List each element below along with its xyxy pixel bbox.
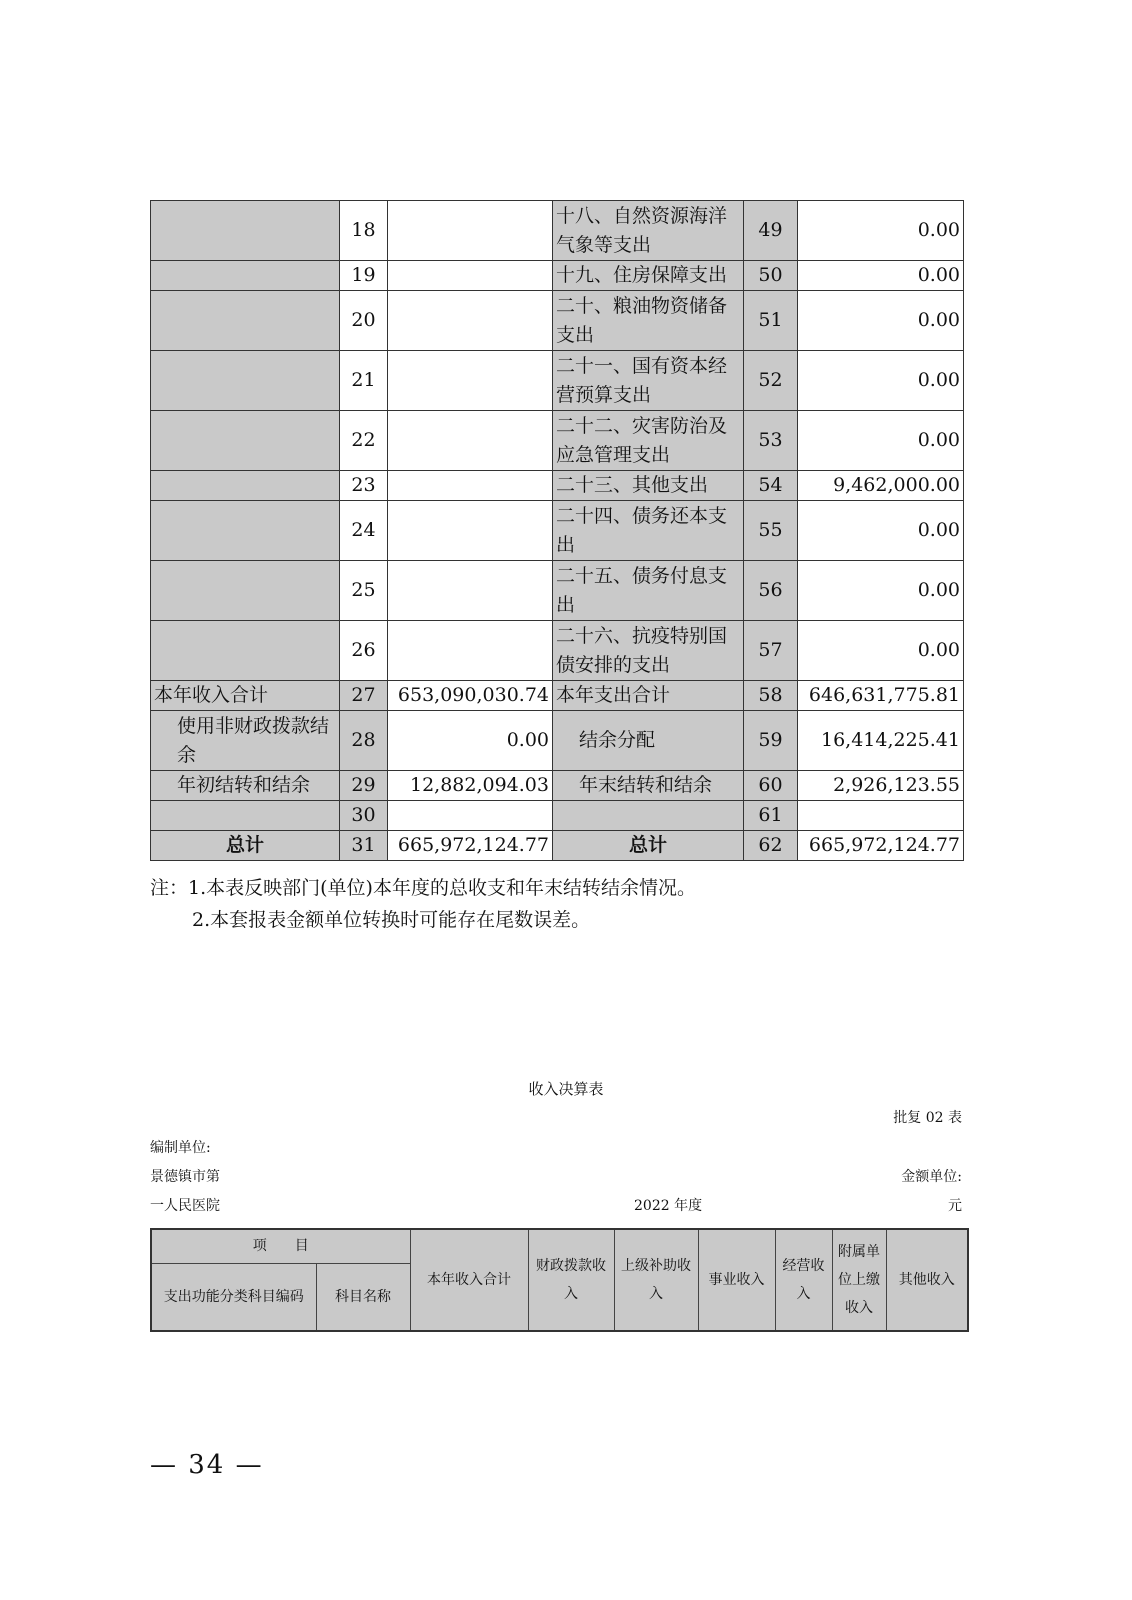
left-row-number: 24 — [340, 501, 388, 561]
currency-label: 金额单位: — [901, 1169, 962, 1185]
table-row — [151, 621, 964, 681]
left-item — [151, 501, 340, 561]
col-total: 本年收入合计 — [410, 1229, 528, 1331]
surplus-alloc-amount: 16,414,225.41 — [798, 711, 964, 771]
blank-left-amount — [388, 801, 553, 831]
left-row-number: 20 — [340, 291, 388, 351]
income-total-amount: 653,090,030.74 — [388, 681, 553, 711]
right-amount: 0.00 — [798, 291, 964, 351]
right-item: 二十六、抗疫特别国债安排的支出 — [553, 621, 744, 681]
grand-total-amount-left: 665,972,124.77 — [388, 831, 553, 861]
left-row-number: 25 — [340, 561, 388, 621]
left-amount — [388, 561, 553, 621]
right-amount: 0.00 — [798, 201, 964, 261]
grand-total-row — [151, 831, 964, 861]
right-item: 二十四、债务还本支出 — [553, 501, 744, 561]
right-row-number: 57 — [744, 621, 798, 681]
col-name: 科目名称 — [316, 1263, 410, 1331]
col-business: 事业收入 — [698, 1229, 775, 1331]
nonfiscal-amount: 0.00 — [388, 711, 553, 771]
table-row — [151, 501, 964, 561]
unit-label: 编制单位: — [150, 1140, 211, 1156]
table-row — [151, 351, 964, 411]
surplus-alloc-label: 结余分配 — [553, 711, 744, 771]
right-amount: 0.00 — [798, 351, 964, 411]
left-row-number: 23 — [340, 471, 388, 501]
begin-balance-number: 29 — [340, 771, 388, 801]
col-code: 支出功能分类科目编码 — [151, 1263, 316, 1331]
right-row-number: 50 — [744, 261, 798, 291]
begin-balance-label: 年初结转和结余 — [151, 771, 340, 801]
left-item — [151, 471, 340, 501]
left-item — [151, 621, 340, 681]
table-row — [151, 291, 964, 351]
income-table-header — [150, 1228, 969, 1332]
note-line-1: 注：1.本表反映部门(单位)本年度的总收支和年末结转结余情况。 — [150, 877, 696, 899]
blank-row — [151, 801, 964, 831]
left-amount — [388, 411, 553, 471]
table-row — [151, 471, 964, 501]
right-amount: 0.00 — [798, 561, 964, 621]
left-amount — [388, 291, 553, 351]
right-row-number: 55 — [744, 501, 798, 561]
fiscal-year: 2022 年度 — [634, 1198, 703, 1214]
begin-balance-amount: 12,882,094.03 — [388, 771, 553, 801]
blank-left-item — [151, 801, 340, 831]
col-other: 其他收入 — [886, 1229, 968, 1331]
grand-total-label-right: 总计 — [553, 831, 744, 861]
surplus-alloc-number: 59 — [744, 711, 798, 771]
expense-total-label: 本年支出合计 — [553, 681, 744, 711]
note-line-2: 2.本套报表金额单位转换时可能存在尾数误差。 — [192, 909, 591, 931]
left-row-number: 26 — [340, 621, 388, 681]
left-amount — [388, 471, 553, 501]
expense-total-amount: 646,631,775.81 — [798, 681, 964, 711]
end-balance-number: 60 — [744, 771, 798, 801]
right-row-number: 56 — [744, 561, 798, 621]
blank-left-number: 30 — [340, 801, 388, 831]
left-item — [151, 261, 340, 291]
nonfiscal-label: 使用非财政拨款结余 — [151, 711, 340, 771]
right-item: 十八、自然资源海洋气象等支出 — [553, 201, 744, 261]
right-amount: 0.00 — [798, 501, 964, 561]
table-row — [151, 411, 964, 471]
col-fiscal: 财政拨款收入 — [528, 1229, 614, 1331]
right-amount: 9,462,000.00 — [798, 471, 964, 501]
table-row — [151, 561, 964, 621]
left-row-number: 22 — [340, 411, 388, 471]
blank-right-number: 61 — [744, 801, 798, 831]
right-item: 二十、粮油物资储备支出 — [553, 291, 744, 351]
left-item — [151, 291, 340, 351]
balance-table — [150, 200, 964, 861]
page-number: — 34 — — [150, 1450, 264, 1480]
left-row-number: 21 — [340, 351, 388, 411]
left-amount — [388, 261, 553, 291]
right-row-number: 53 — [744, 411, 798, 471]
balance-row — [151, 771, 964, 801]
col-operating: 经营收入 — [775, 1229, 832, 1331]
income-expense-total-row — [151, 681, 964, 711]
left-row-number: 18 — [340, 201, 388, 261]
left-amount — [388, 351, 553, 411]
currency: 元 — [948, 1198, 962, 1214]
blank-right-amount — [798, 801, 964, 831]
income-table-title: 收入决算表 — [528, 1080, 604, 1098]
col-affiliate: 附属单位上缴收入 — [832, 1229, 886, 1331]
right-amount: 0.00 — [798, 621, 964, 681]
right-amount: 0.00 — [798, 411, 964, 471]
left-item — [151, 351, 340, 411]
left-item — [151, 201, 340, 261]
right-row-number: 51 — [744, 291, 798, 351]
left-amount — [388, 621, 553, 681]
right-item: 二十三、其他支出 — [553, 471, 744, 501]
left-row-number: 19 — [340, 261, 388, 291]
grand-total-number-right: 62 — [744, 831, 798, 861]
left-amount — [388, 501, 553, 561]
col-upper: 上级补助收入 — [614, 1229, 698, 1331]
grand-total-number-left: 31 — [340, 831, 388, 861]
unit-name-line1: 景德镇市第 — [150, 1169, 220, 1185]
income-total-number: 27 — [340, 681, 388, 711]
right-item: 十九、住房保障支出 — [553, 261, 744, 291]
balance-table-body — [151, 201, 964, 861]
table-row — [151, 201, 964, 261]
income-total-label: 本年收入合计 — [151, 681, 340, 711]
unit-name-line2: 一人民医院 — [150, 1198, 220, 1214]
right-item: 二十五、债务付息支出 — [553, 561, 744, 621]
right-row-number: 52 — [744, 351, 798, 411]
table-notes — [150, 872, 696, 936]
grand-total-amount-right: 665,972,124.77 — [798, 831, 964, 861]
blank-right-item — [553, 801, 744, 831]
table-row — [151, 261, 964, 291]
col-item: 项 目 — [151, 1229, 410, 1263]
right-amount: 0.00 — [798, 261, 964, 291]
left-item — [151, 411, 340, 471]
form-number: 批复 02 表 — [893, 1110, 962, 1126]
end-balance-label: 年末结转和结余 — [553, 771, 744, 801]
left-amount — [388, 201, 553, 261]
left-item — [151, 561, 340, 621]
right-item: 二十一、国有资本经营预算支出 — [553, 351, 744, 411]
grand-total-label: 总计 — [151, 831, 340, 861]
nonfiscal-number: 28 — [340, 711, 388, 771]
expense-total-number: 58 — [744, 681, 798, 711]
nonfiscal-row — [151, 711, 964, 771]
right-row-number: 49 — [744, 201, 798, 261]
end-balance-amount: 2,926,123.55 — [798, 771, 964, 801]
right-item: 二十二、灾害防治及应急管理支出 — [553, 411, 744, 471]
right-row-number: 54 — [744, 471, 798, 501]
